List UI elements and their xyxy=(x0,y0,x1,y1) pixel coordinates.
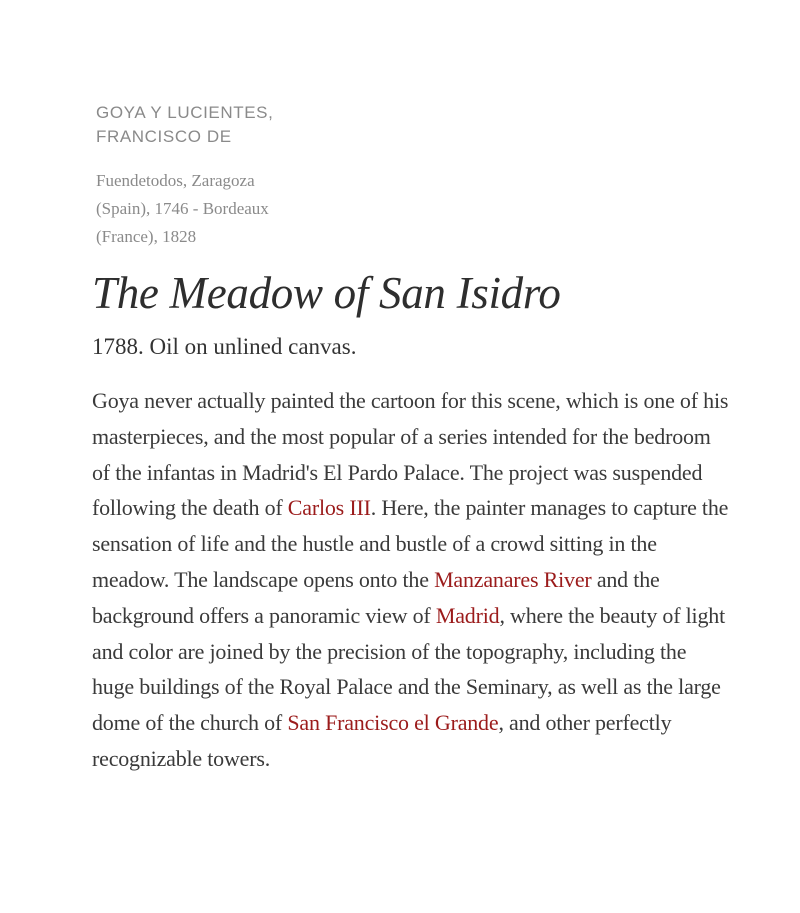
link-carlos-iii[interactable]: Carlos III xyxy=(287,495,371,521)
description-text: , and other perfectly recognizable towers. xyxy=(92,710,672,771)
description-text: , where the beauty of light and color are joined by the precision of the topography, including the huge buildings of the Royal Palace and the Seminary, as well as the large dome of the church of xyxy=(92,602,725,736)
description-text: and the background offers a panoramic view of xyxy=(92,566,660,628)
artist-bio-line2: (Spain), 1746 - Bordeaux xyxy=(96,199,269,218)
link-madrid[interactable]: Madrid xyxy=(435,602,500,628)
description-text: Goya never actually painted the cartoon for this scene, which is one of his masterpieces, and the most popular of a series intended for the bedroom of the infantas in Madrid's El Pardo Palace. The project was suspended following the death of xyxy=(92,388,729,521)
artist-bio-line1: Fuendetodos, Zaragoza xyxy=(96,171,255,190)
link-manzanares-river[interactable]: Manzanares River xyxy=(434,566,592,592)
artwork-description xyxy=(92,383,732,777)
link-san-francisco-el-grande[interactable]: San Francisco el Grande xyxy=(287,710,499,736)
artwork-title: The Meadow of San Isidro xyxy=(92,268,561,318)
description-text: . Here, the painter manages to capture the sensation of life and the hustle and bustle of a crowd sitting in the meadow. The landscape opens onto the xyxy=(92,495,729,592)
artist-name-line2: FRANCISCO DE xyxy=(96,127,232,146)
artwork-subtitle: 1788. Oil on unlined canvas. xyxy=(92,334,357,359)
artist-bio xyxy=(96,167,316,251)
artist-name-line1: GOYA Y LUCIENTES, xyxy=(96,103,274,122)
artist-name[interactable] xyxy=(96,101,396,149)
artist-bio-line3: (France), 1828 xyxy=(96,227,197,246)
